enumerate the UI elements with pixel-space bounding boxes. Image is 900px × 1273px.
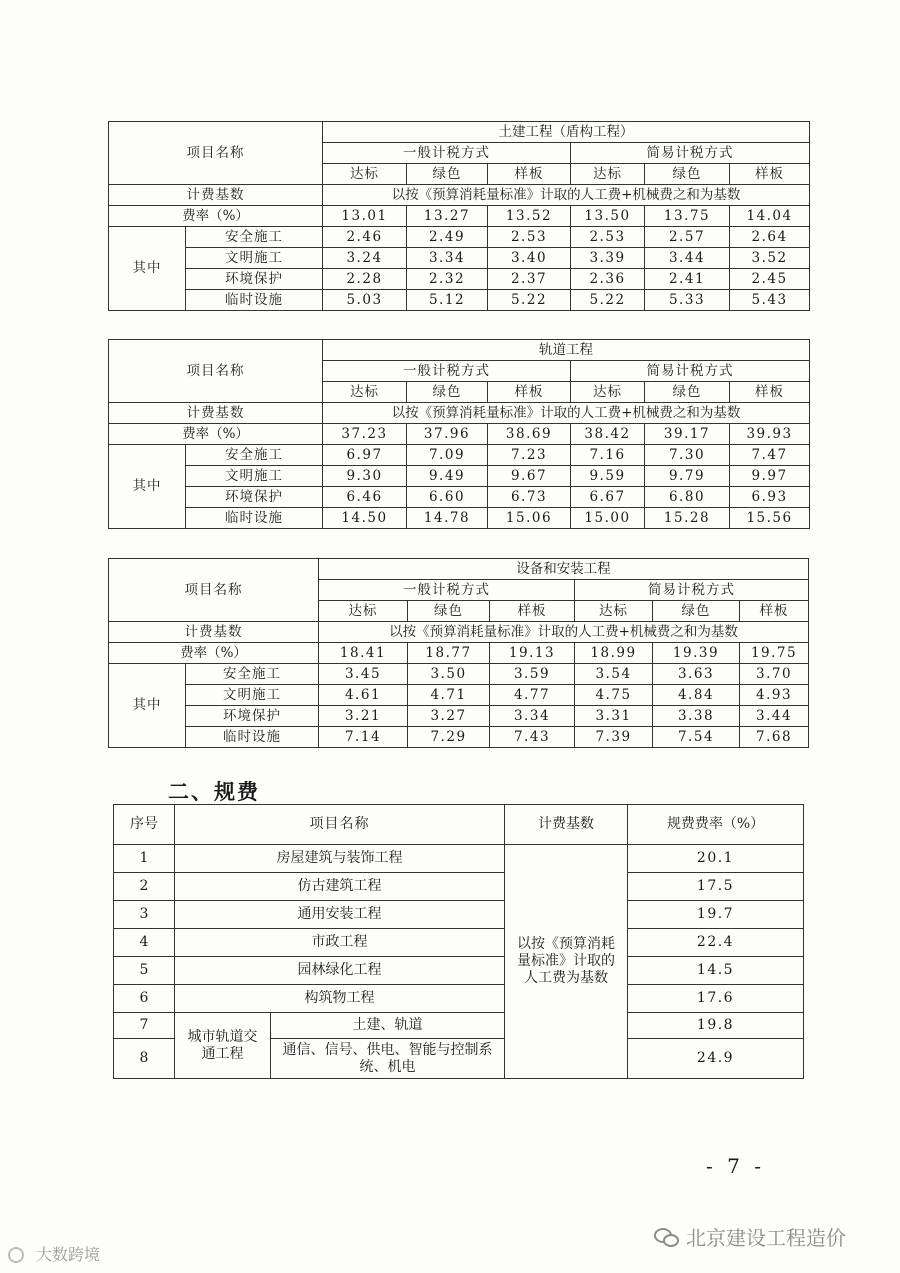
general-tax-header: 一般计税方式 (323, 143, 571, 164)
rate-value: 38.42 (571, 424, 645, 445)
sub-item-value: 14.78 (407, 508, 488, 529)
table-title: 轨道工程 (323, 340, 810, 361)
sub-item-label: 临时设施 (186, 508, 323, 529)
page-number: - 7 - (706, 1154, 765, 1178)
base-text: 以按《预算消耗量标准》计取的人工费+机械费之和为基数 (319, 622, 809, 643)
sub-item-value: 6.67 (571, 487, 645, 508)
sub-item-value: 3.24 (323, 248, 407, 269)
row-seq: 8 (114, 1039, 175, 1079)
rate-label: 费率（%） (109, 424, 323, 445)
rate-value: 13.75 (645, 206, 730, 227)
sub-item-value: 6.97 (323, 445, 407, 466)
fee-table-shield (108, 121, 810, 311)
logo-icon (6, 1244, 30, 1264)
row-rate: 19.7 (628, 901, 804, 929)
sub-item-value: 15.28 (645, 508, 730, 529)
sub-item-label: 环境保护 (186, 269, 323, 290)
rate-value: 14.04 (730, 206, 810, 227)
sub-item-value: 3.27 (408, 706, 490, 727)
row-rate: 24.9 (628, 1039, 804, 1079)
sub-item-value: 2.32 (407, 269, 488, 290)
row-seq: 7 (114, 1013, 175, 1039)
sub-item-value: 2.28 (323, 269, 407, 290)
sub-item-value: 6.80 (645, 487, 730, 508)
sub-item-value: 3.45 (319, 664, 408, 685)
grade-header: 绿色 (408, 601, 490, 622)
sub-item-value: 2.41 (645, 269, 730, 290)
row-rate: 17.6 (628, 985, 804, 1013)
watermark-left (6, 1242, 100, 1265)
base-label: 计费基数 (109, 403, 323, 424)
sub-item-label: 环境保护 (186, 706, 319, 727)
table-row (114, 873, 804, 901)
base-text: 以按《预算消耗量标准》计取的人工费+机械费之和为基数 (323, 403, 810, 424)
sub-item-value: 6.60 (407, 487, 488, 508)
row-name: 房屋建筑与装饰工程 (175, 845, 505, 873)
sub-item-value: 2.57 (645, 227, 730, 248)
simple-tax-header: 简易计税方式 (571, 143, 810, 164)
sub-item-value: 9.30 (323, 466, 407, 487)
sub-item-value: 7.43 (490, 727, 575, 748)
sub-item-value: 6.46 (323, 487, 407, 508)
sub-item-value: 9.49 (407, 466, 488, 487)
sub-item-value: 7.30 (645, 445, 730, 466)
sub-item-label: 安全施工 (186, 227, 323, 248)
watermark-right (654, 1222, 846, 1251)
general-tax-header: 一般计税方式 (319, 580, 575, 601)
sub-item-label: 文明施工 (186, 685, 319, 706)
rate-value: 37.96 (407, 424, 488, 445)
sub-item-value: 5.33 (645, 290, 730, 311)
sub-item-value: 3.52 (730, 248, 810, 269)
grade-header: 达标 (571, 164, 645, 185)
rate-value: 39.93 (730, 424, 810, 445)
sub-item-value: 15.00 (571, 508, 645, 529)
fee-table-track (108, 339, 810, 529)
row-rate: 17.5 (628, 873, 804, 901)
regulatory-base-text: 以按《预算消耗量标准》计取的人工费为基数 (505, 845, 628, 1079)
header-seq: 序号 (114, 805, 175, 845)
sub-item-value: 7.47 (730, 445, 810, 466)
row-seq: 1 (114, 845, 175, 873)
section-title: 二、规费 (168, 780, 260, 804)
among-label: 其中 (109, 445, 186, 529)
grade-header: 绿色 (645, 382, 730, 403)
sub-item-value: 7.29 (408, 727, 490, 748)
rate-value: 13.27 (407, 206, 488, 227)
project-name-header: 项目名称 (109, 559, 319, 622)
base-label: 计费基数 (109, 622, 319, 643)
sub-item-value: 2.45 (730, 269, 810, 290)
sub-item-value: 2.46 (323, 227, 407, 248)
rate-value: 39.17 (645, 424, 730, 445)
row-name: 土建、轨道 (271, 1013, 505, 1039)
sub-item-value: 4.77 (490, 685, 575, 706)
table-row (114, 845, 804, 873)
sub-item-value: 3.50 (408, 664, 490, 685)
rate-value: 18.41 (319, 643, 408, 664)
sub-item-value: 2.37 (488, 269, 571, 290)
sub-item-value: 5.12 (407, 290, 488, 311)
project-name-header: 项目名称 (109, 122, 323, 185)
sub-item-value: 2.53 (571, 227, 645, 248)
sub-item-value: 3.31 (575, 706, 653, 727)
sub-item-value: 3.44 (645, 248, 730, 269)
fee-table-equipment (108, 558, 809, 748)
row-name: 通用安装工程 (175, 901, 505, 929)
row-name: 市政工程 (175, 929, 505, 957)
general-tax-header: 一般计税方式 (323, 361, 571, 382)
sub-item-value: 5.22 (488, 290, 571, 311)
rate-value: 13.01 (323, 206, 407, 227)
rate-label: 费率（%） (109, 206, 323, 227)
table-row (114, 901, 804, 929)
sub-item-value: 2.49 (407, 227, 488, 248)
row-rate: 20.1 (628, 845, 804, 873)
grade-header: 达标 (319, 601, 408, 622)
rate-value: 19.75 (740, 643, 809, 664)
sub-item-value: 15.06 (488, 508, 571, 529)
grade-header: 绿色 (407, 382, 488, 403)
sub-item-value: 4.84 (653, 685, 740, 706)
sub-item-value: 4.61 (319, 685, 408, 706)
grade-header: 样板 (488, 164, 571, 185)
sub-item-value: 3.34 (407, 248, 488, 269)
row-name: 园林绿化工程 (175, 957, 505, 985)
row-seq: 3 (114, 901, 175, 929)
sub-item-value: 3.38 (653, 706, 740, 727)
table-row (114, 929, 804, 957)
table-row (114, 957, 804, 985)
rate-value: 13.52 (488, 206, 571, 227)
sub-item-value: 6.93 (730, 487, 810, 508)
regulatory-fee-table (113, 804, 804, 1079)
watermark-right-text: 北京建设工程造价 (686, 1226, 846, 1250)
rate-value: 19.13 (490, 643, 575, 664)
row-seq: 5 (114, 957, 175, 985)
header-rate: 规费费率（%） (628, 805, 804, 845)
rate-value: 38.69 (488, 424, 571, 445)
sub-item-label: 安全施工 (186, 664, 319, 685)
sub-item-value: 3.59 (490, 664, 575, 685)
rate-value: 18.77 (408, 643, 490, 664)
rate-value: 18.99 (575, 643, 653, 664)
header-base: 计费基数 (505, 805, 628, 845)
sub-item-label: 临时设施 (186, 727, 319, 748)
table-row (114, 1013, 804, 1039)
sub-item-value: 4.75 (575, 685, 653, 706)
row-seq: 4 (114, 929, 175, 957)
sub-item-value: 9.79 (645, 466, 730, 487)
sub-item-value: 3.34 (490, 706, 575, 727)
among-label: 其中 (109, 227, 186, 311)
row-seq: 6 (114, 985, 175, 1013)
table-row (114, 985, 804, 1013)
sub-item-value: 5.03 (323, 290, 407, 311)
sub-item-value: 4.93 (740, 685, 809, 706)
sub-item-value: 5.22 (571, 290, 645, 311)
grade-header: 绿色 (407, 164, 488, 185)
sub-item-value: 14.50 (323, 508, 407, 529)
sub-item-value: 7.39 (575, 727, 653, 748)
grade-header: 达标 (575, 601, 653, 622)
sub-item-label: 环境保护 (186, 487, 323, 508)
grade-header: 样板 (730, 382, 810, 403)
sub-item-value: 3.21 (319, 706, 408, 727)
sub-item-value: 7.23 (488, 445, 571, 466)
grade-header: 样板 (488, 382, 571, 403)
sub-item-value: 2.36 (571, 269, 645, 290)
row-rate: 14.5 (628, 957, 804, 985)
sub-item-value: 3.44 (740, 706, 809, 727)
simple-tax-header: 简易计税方式 (575, 580, 809, 601)
row-name: 仿古建筑工程 (175, 873, 505, 901)
row-name: 构筑物工程 (175, 985, 505, 1013)
sub-item-value: 9.59 (571, 466, 645, 487)
sub-item-value: 6.73 (488, 487, 571, 508)
grade-header: 绿色 (645, 164, 730, 185)
wechat-icon (654, 1227, 680, 1247)
rate-value: 19.39 (653, 643, 740, 664)
sub-item-value: 2.53 (488, 227, 571, 248)
sub-item-label: 文明施工 (186, 248, 323, 269)
sub-item-value: 9.67 (488, 466, 571, 487)
grade-header: 样板 (490, 601, 575, 622)
simple-tax-header: 简易计税方式 (571, 361, 810, 382)
project-name-header: 项目名称 (109, 340, 323, 403)
sub-item-label: 文明施工 (186, 466, 323, 487)
sub-item-value: 3.39 (571, 248, 645, 269)
sub-item-value: 3.70 (740, 664, 809, 685)
sub-item-label: 临时设施 (186, 290, 323, 311)
rate-label: 费率（%） (109, 643, 319, 664)
table-title: 设备和安装工程 (319, 559, 809, 580)
base-text: 以按《预算消耗量标准》计取的人工费+机械费之和为基数 (323, 185, 810, 206)
sub-item-value: 5.43 (730, 290, 810, 311)
sub-item-value: 3.63 (653, 664, 740, 685)
row-rate: 19.8 (628, 1013, 804, 1039)
grade-header: 达标 (571, 382, 645, 403)
base-label: 计费基数 (109, 185, 323, 206)
urban-rail-group: 城市轨道交通工程 (175, 1013, 271, 1079)
sub-item-value: 7.14 (319, 727, 408, 748)
grade-header: 样板 (730, 164, 810, 185)
sub-item-value: 15.56 (730, 508, 810, 529)
sub-item-value: 7.16 (571, 445, 645, 466)
grade-header: 样板 (740, 601, 809, 622)
watermark-left-text: 大数跨境 (36, 1245, 101, 1264)
sub-item-value: 7.54 (653, 727, 740, 748)
header-name: 项目名称 (175, 805, 505, 845)
sub-item-value: 9.97 (730, 466, 810, 487)
sub-item-value: 7.09 (407, 445, 488, 466)
sub-item-value: 2.64 (730, 227, 810, 248)
grade-header: 达标 (323, 164, 407, 185)
sub-item-value: 3.40 (488, 248, 571, 269)
row-name: 通信、信号、供电、智能与控制系统、机电 (271, 1039, 505, 1079)
sub-item-value: 4.71 (408, 685, 490, 706)
sub-item-label: 安全施工 (186, 445, 323, 466)
grade-header: 达标 (323, 382, 407, 403)
sub-item-value: 7.68 (740, 727, 809, 748)
row-rate: 22.4 (628, 929, 804, 957)
rate-value: 37.23 (323, 424, 407, 445)
grade-header: 绿色 (653, 601, 740, 622)
table-title: 土建工程（盾构工程） (323, 122, 810, 143)
rate-value: 13.50 (571, 206, 645, 227)
row-seq: 2 (114, 873, 175, 901)
sub-item-value: 3.54 (575, 664, 653, 685)
among-label: 其中 (109, 664, 186, 748)
